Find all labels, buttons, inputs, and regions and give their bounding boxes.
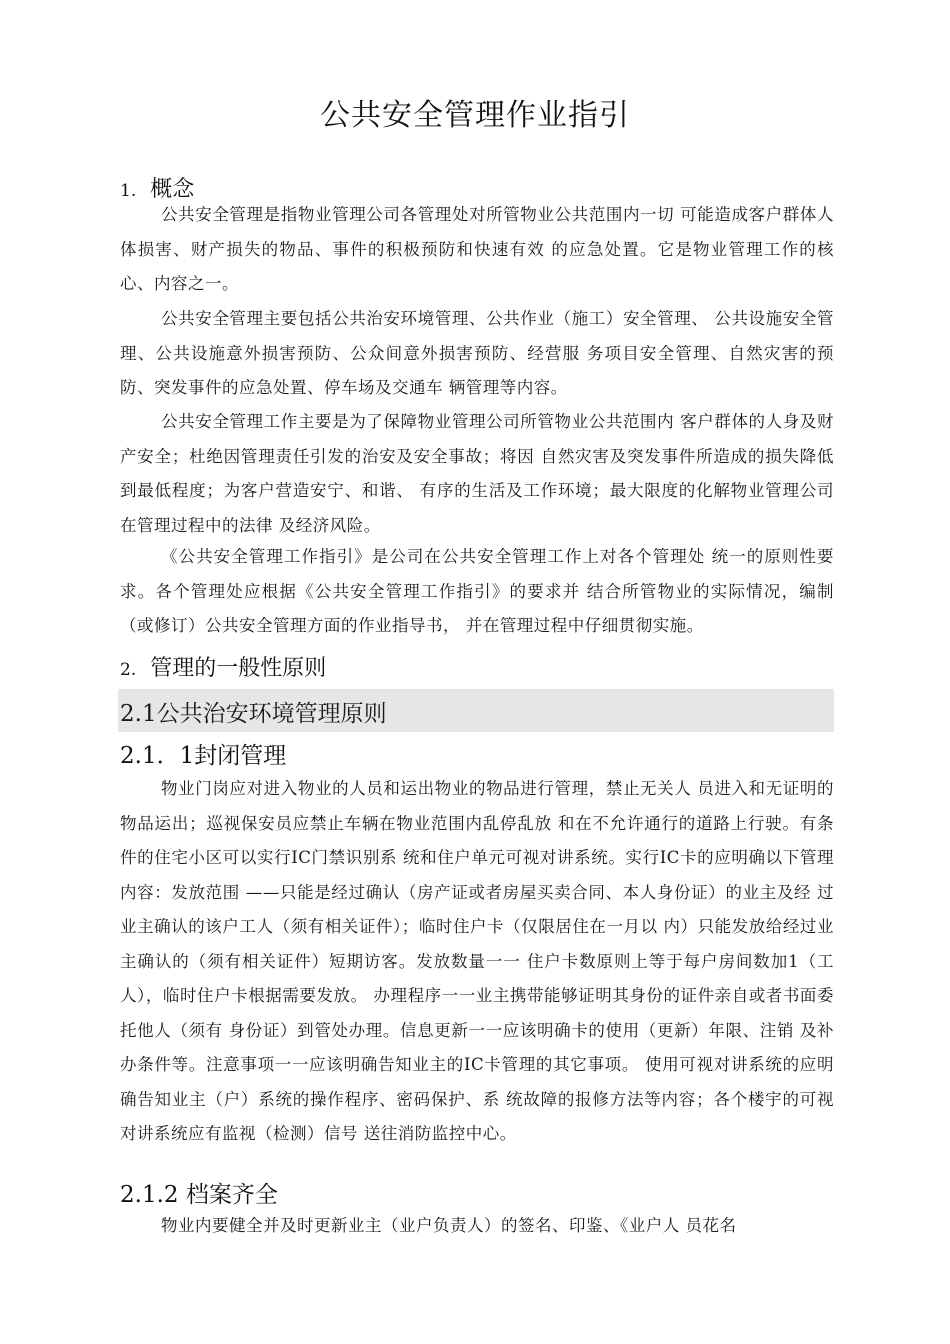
paragraph-concept-definition: 公共安全管理是指物业管理公司各管理处对所管物业公共范围内一切 可能造成客户群体人体损害、财产损失的物品、事件的积极预防和快速有效 的应急处置。它是物业管理工作的核心、内容之一。 <box>120 205 834 293</box>
document-title: 公共安全管理作业指引 <box>320 98 630 133</box>
section-2-1-heading-bar <box>118 689 834 732</box>
section-2-1-heading: 2.1公共治安环境管理原则 <box>120 701 387 727</box>
section-number: 2. <box>120 660 137 680</box>
section-label: 管理的一般性原则 <box>150 656 327 681</box>
paragraph-concept-purpose: 公共安全管理工作主要是为了保障物业管理公司所管物业公共范围内 客户群体的人身及财产安全；杜绝因管理责任引发的治安及安全事故；将因 自然灾害及突发事件所造成的损失降低到最低程度；为客户营造安宁、和谐、 有序的生活及工作环境；最大限度的化解物业管理公司在管理过程中的法律 及经济风险。 <box>120 412 834 535</box>
section-label: 概念 <box>150 177 195 202</box>
paragraph-closed-management: 物业门岗应对进入物业的人员和运出物业的物品进行管理，禁止无关人 员进入和无证明的物品运出；巡视保安员应禁止车辆在物业范围内乱停乱放 和在不允许通行的道路上行驶。有条件的住宅小区可以实行IC门禁识别系 统和住户单元可视对讲系统。实行IC卡的应明确以下管理内容：发放范围 ——只能是经过确认（房产证或者房屋买卖合同、本人身份证）的业主及经 过业主确认的该户工人（须有相关证件）；临时住户卡（仅限居住在一月以 内）只能发放给经过业主确认的（须有相关证件）短期访客。发放数量一一 住户卡数原则上等于每户房间数加1（工人），临时住户卡根据需要发放。 办理程序一一业主携带能够证明其身份的证件亲自或者书面委托他人（须有 身份证）到管处办理。信息更新一一应该明确卡的使用（更新）年限、注销 及补办条件等。注意事项一一应该明确告知业主的IC卡管理的其它事项。 使用可视对讲系统的应明确告知业主（户）系统的操作程序、密码保护、系 统故障的报修方法等内容；各个楼宇的可视对讲系统应有监视（检测）信号 送往消防监控中心。 <box>120 779 834 1143</box>
section-number: 1. <box>120 181 137 201</box>
section-2-1-2-heading: 2.1.2 档案齐全 <box>120 1182 278 1208</box>
paragraph-concept-scope: 公共安全管理主要包括公共治安环境管理、公共作业（施工）安全管理、 公共设施安全管理、公共设施意外损害预防、公众间意外损害预防、经营服 务项目安全管理、自然灾害的预防、突发事件的应急处置、停车场及交通车 辆管理等内容。 <box>120 309 834 397</box>
paragraph-records: 物业内要健全并及时更新业主（业户负责人）的签名、印鉴、《业户人 员花名 <box>161 1216 737 1235</box>
section-2-1-1-heading: 2.1．1封闭管理 <box>120 743 287 769</box>
paragraph-concept-guideline: 《公共安全管理工作指引》是公司在公共安全管理工作上对各个管理处 统一的原则性要求。各个管理处应根据《公共安全管理工作指引》的要求并 结合所管物业的实际情况，编制（或修订）公共安全管理方面的作业指导书， 并在管理过程中仔细贯彻实施。 <box>120 547 834 635</box>
section-2-heading <box>120 651 326 682</box>
